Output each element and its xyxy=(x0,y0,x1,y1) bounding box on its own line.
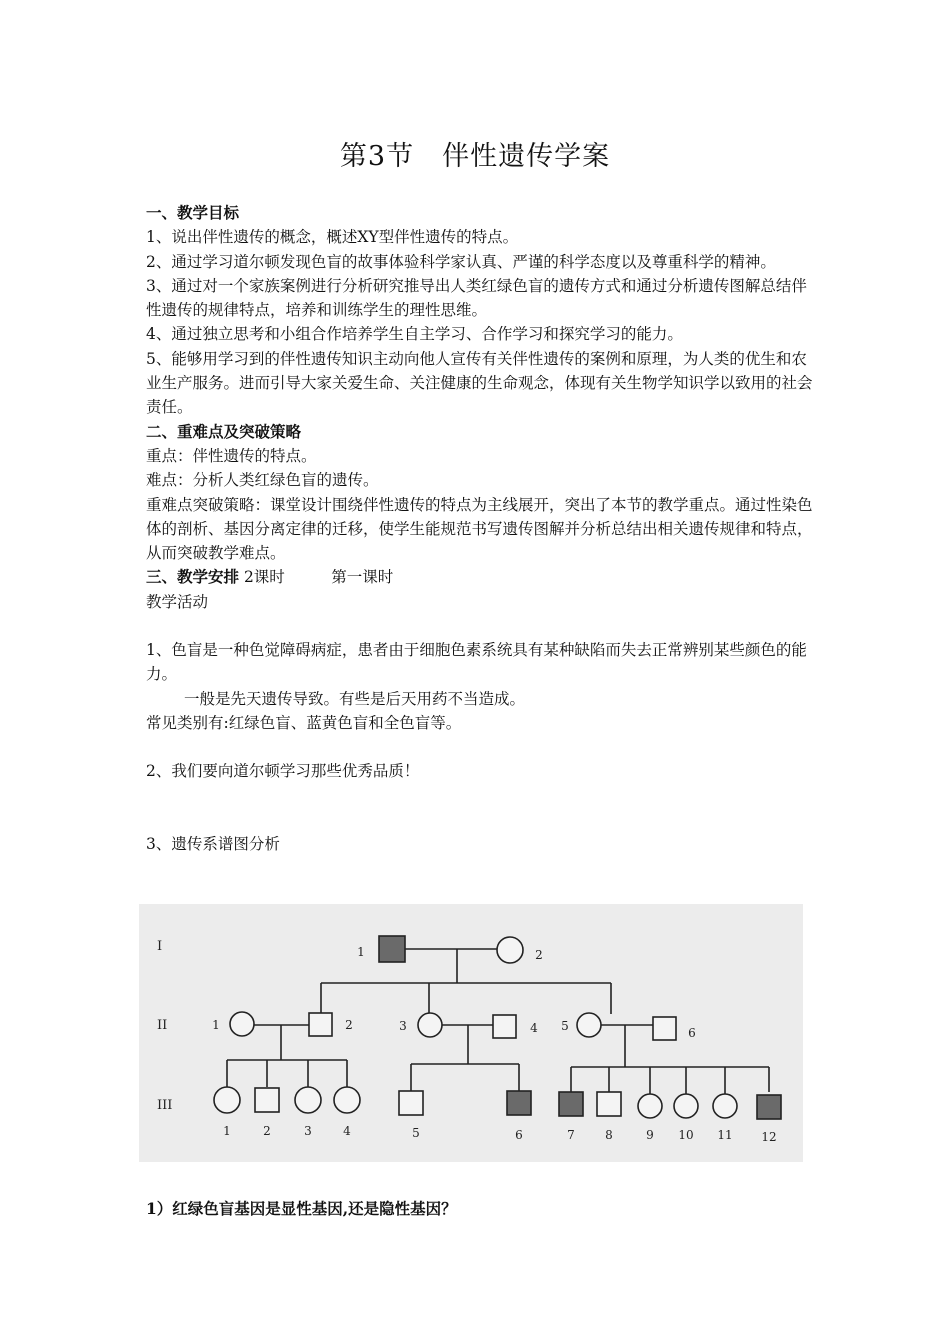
gen2-number-2: 2 xyxy=(345,1018,353,1032)
gen2-number-6: 6 xyxy=(688,1026,696,1040)
strategy-paragraph: 重难点突破策略：课堂设计围绕伴性遗传的特点为主线展开，突出了本节的教学重点。通过性染色体的剖析、基因分离定律的迁移，使学生能规范书写遗传图解并分析总结出相关遗传规律和特点，从而突破教学难点。 xyxy=(146,495,813,563)
activity-1-types: 常见类别有:红绿色盲、蓝黄色盲和全色盲等。 xyxy=(146,713,462,732)
gen-label-III: III xyxy=(157,1098,173,1113)
page-title: 第3节 伴性遗传学案 xyxy=(339,141,611,172)
gen2-number-4: 4 xyxy=(530,1021,538,1035)
gen2-female-1 xyxy=(230,1012,254,1036)
gen1-number-1: 1 xyxy=(357,945,365,959)
gen3-number-6: 6 xyxy=(515,1128,523,1142)
gen3-male-2 xyxy=(255,1088,279,1112)
gen2-male-2 xyxy=(309,1013,332,1036)
gen3-female-10 xyxy=(674,1094,698,1118)
gen3-number-9: 9 xyxy=(646,1128,654,1142)
gen2-number-3: 3 xyxy=(399,1019,407,1033)
activity-1-definition: 1、色盲是一种色觉障碍病症，患者由于细胞色素系统具有某种缺陷而失去正常辨别某些颜色的能力。 xyxy=(146,641,807,684)
goal-5: 5、能够用学习到的伴性遗传知识主动向他人宣传有关伴性遗传的案例和原理，为人类的优生和农业生产服务。进而引导大家关爱生命、关注健康的生命观念，体现有关生物学知识学以致用的社会责任。 xyxy=(146,349,813,417)
gen3-number-11: 11 xyxy=(717,1128,733,1142)
pedigree-chart xyxy=(139,904,803,1162)
gen2-male-4 xyxy=(493,1015,516,1038)
gen3-number-5: 5 xyxy=(412,1126,420,1140)
gen2-female-3 xyxy=(418,1013,442,1037)
question-1: 1）红绿色盲基因是显性基因,还是隐性基因？ xyxy=(146,1199,457,1218)
activity-2: 2、我们要向道尔顿学习那些优秀品质！ xyxy=(146,762,420,781)
section-heading-key-points: 二、重难点及突破策略 xyxy=(146,421,302,441)
gen3-number-4: 4 xyxy=(343,1124,351,1138)
difficult-point: 难点：分析人类红绿色盲的遗传。 xyxy=(146,471,379,490)
gen3-number-2: 2 xyxy=(263,1124,271,1138)
activity-1-cause: 一般是先天遗传导致。有些是后天用药不当造成。 xyxy=(184,689,526,708)
activity-label: 教学活动 xyxy=(146,592,209,611)
gen3-number-3: 3 xyxy=(304,1124,312,1138)
gen1-male-affected xyxy=(379,936,405,962)
gen3-female-1 xyxy=(214,1087,240,1113)
gen2-male-6 xyxy=(653,1017,676,1040)
gen2-number-1: 1 xyxy=(212,1018,220,1032)
section-heading-goals: 一、教学目标 xyxy=(146,203,240,222)
gen3-number-10: 10 xyxy=(678,1128,694,1142)
gen3-number-8: 8 xyxy=(605,1128,613,1142)
schedule-detail: 2课时 第一课时 xyxy=(239,568,394,587)
schedule-line xyxy=(146,565,816,589)
gen1-number-2: 2 xyxy=(535,948,543,962)
gen3-male-12-affected xyxy=(757,1095,781,1119)
key-point: 重点：伴性遗传的特点。 xyxy=(146,446,317,465)
gen3-female-9 xyxy=(638,1094,662,1118)
gen-label-I: I xyxy=(157,939,163,954)
goal-2: 2、通过学习道尔顿发现色盲的故事体验科学家认真、严谨的科学态度以及尊重科学的精神。 xyxy=(146,252,776,271)
section-heading-schedule: 三、教学安排 xyxy=(146,567,240,587)
gen3-male-5 xyxy=(399,1091,423,1115)
activity-3: 3、遗传系谱图分析 xyxy=(146,834,280,853)
goal-4: 4、通过独立思考和小组合作培养学生自主学习、合作学习和探究学习的能力。 xyxy=(146,325,683,344)
gen3-female-3 xyxy=(295,1087,321,1113)
gen3-number-7: 7 xyxy=(567,1128,575,1142)
gen3-female-11 xyxy=(713,1094,737,1118)
gen1-female xyxy=(497,937,523,963)
gen3-male-6-affected xyxy=(507,1091,531,1115)
goal-3: 3、通过对一个家族案例进行分析研究推导出人类红绿色盲的遗传方式和通过分析遗传图解总结伴性遗传的规律特点，培养和训练学生的理性思维。 xyxy=(146,276,807,320)
gen3-male-7-affected xyxy=(559,1092,583,1116)
goal-1: 1、说出伴性遗传的概念，概述XY型伴性遗传的特点。 xyxy=(146,228,519,247)
gen2-female-5 xyxy=(577,1013,601,1037)
generation-labels xyxy=(157,939,172,1113)
gen3-number-12: 12 xyxy=(761,1130,777,1144)
gen3-male-8 xyxy=(597,1092,621,1116)
gen3-number-1: 1 xyxy=(223,1124,231,1138)
content-body xyxy=(146,201,816,856)
gen-label-II: II xyxy=(157,1018,168,1033)
gen2-number-5: 5 xyxy=(561,1019,569,1033)
gen3-female-4 xyxy=(334,1087,360,1113)
